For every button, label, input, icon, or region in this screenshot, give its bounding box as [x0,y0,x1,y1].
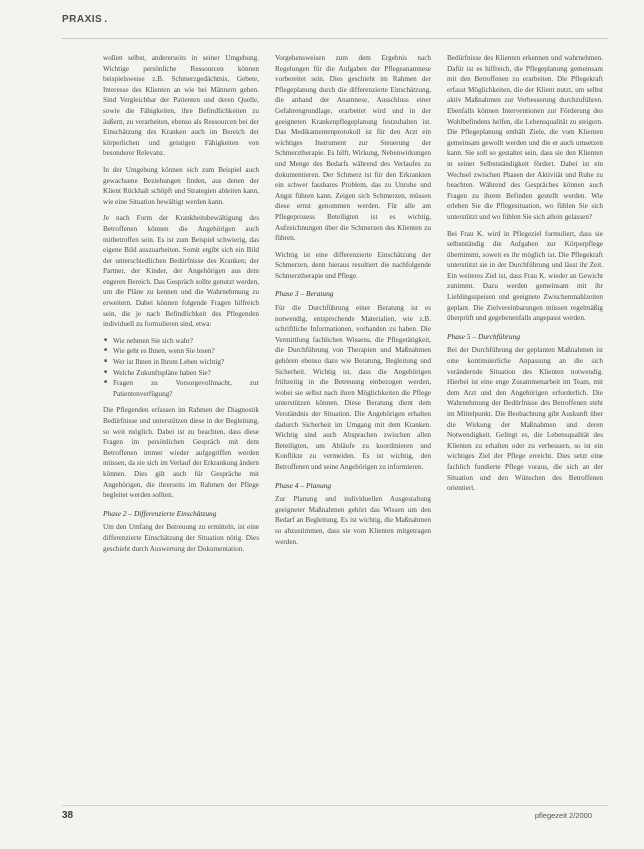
paragraph: Vorgehensweisen zum dem Ergebnis nach Regelungen für die Aufgaben der Pflegeanamnese vorbereitet sein. Dies geschieht im Rahmen der Pflegeplanung durch die differenzierte Einschätzung, die anhand der Anamnese, Ausschluss einer Gefahrengrundlage, erarbeitet wird und in der geeigneten Krankenpflegeplanung festzuhalten ist. Das Medikamentenprotokoll ist für den Arzt ein wichtiges Instrument zur Steuerung der Schmerztherapie. Es hilft, Wirkung, Nebenwirkungen und Menge des Bedarfs während des Verlaufes zu dokumentieren. Der Schmerz ist für den Erkrankten ein schwer fassbares Problem, das zu Unruhe und Angst führen kann. Zeigen sich Schmerzen, müssen diese ernst genommen werden. Für alle am Pflegeprozess Beteiligten ist es wichtig, Aufzeichnungen über die Schmerzen des Klienten zu führen. [275,54,431,243]
section-heading: Phase 2 – Differenzierte Einschätzung [103,508,217,518]
paragraph: Für die Durchführung einer Beratung ist es notwendig, entsprechende Materialien, wie z.B. schriftliche Informationen, vorhanden zu haben. Die Vermittlung fachlichen Wissens, die Pflegetätigkeit, die Durchführung von Therapien und Maßnahmen gehören ebenso dazu wie Beratung, Begleitung und Sicherheit. Wichtig ist, dass die Angehörigen frühzeitig in die Betreuung einbezogen werden, wobei sie selbst nach ihren Möglichkeiten die Pflege unterstützen können. Diese Beratung dient dem Verständnis der Situation. Die Angehörigen erhalten dadurch Sicherheit im Umgang mit dem Kranken. Wichtig sind auch Absprachen zwischen allen Beteiligten, um Abläufe zu koordinieren und Konflikte zu vermeiden. Es ist wichtig, den Betroffenen und seine Angehörigen zu informieren. [275,304,431,471]
list-item: ■ Wie nehmen Sie sich wahr? [113,336,259,347]
paragraph: Bei Frau K. wird in Pflegeziel formuliert, dass sie selbstständig die Aufgaben zur Körperpflege übernimmt, soweit es ihr möglich ist. Die Pflegekraft unterstützt sie in der Durchführung und lässt ihr Zeit. Ein weiteres Ziel ist, dass Frau K. wieder an Gewicht zunimmt. Dazu werden gemeinsam mit ihr Lieblingsspeisen und geeignete Zwischenmahlzeiten geplant. Die Zielvereinbarungen müssen regelmäßig überprüft und gegebenenfalls angepasst werden. [447,229,603,323]
footer-divider [62,805,608,806]
list-item: ■ Wer ist Ihnen in Ihrem Leben wichtig? [113,357,259,368]
list-item: ■ Fragen zu Vorsorgevollmacht, zur Patientenverfügung? [113,378,259,399]
paragraph: Bei der Durchführung der geplanten Maßnahmen ist eine kontinuierliche Anpassung an die sich verändernde Situation des Klienten notwendig. Hierbei ist eine enge Zusammenarbeit im Team, mit dem Arzt und den Angehörigen erforderlich. Die Wahrnehmung der Bedürfnisse des Betroffenen steht im Mittelpunkt. Die Beobachtung gibt Auskunft über die Wirkung der Maßnahmen und deren Notwendigkeit. Gelingt es, die Lebensqualität des Klienten zu erhalten oder zu verbessern, so ist ein wichtiges Ziel der Pflege erreicht. Dies setzt eine fachlich fundierte Pflege voraus, die sich an der Situation und den Wünschen des Betroffenen orientiert. [447,346,603,493]
section-header [62,14,108,25]
paragraph: Zur Planung und individuellen Ausgestaltung geeigneter Maßnahmen gehört das Wissen um den Bedarf an Begleitung. Es ist wichtig, die Maßnahmen so abzustimmen, dass sie vom Klienten mitgetragen werden. [275,495,431,546]
paragraph: Die Pflegenden erfassen im Rahmen der Diagnostik Bedürfnisse und unterstützen diese in der Begleitung, so weit möglich. Dabei ist zu beachten, dass diese Fragen im persönlichen Gespräch mit dem Betroffenen immer wieder aufgegriffen werden müssen, da sie sich im Verlauf der Erkrankung ändern können. Dies gilt auch für Gespräche mit Angehörigen, die ihrerseits im Rahmen der Pflege begleitet werden sollten. [103,406,259,500]
list-item: ■ Welche Zukunftspläne haben Sie? [113,368,259,379]
question-list [103,336,259,400]
section-heading: Phase 3 – Beratung [275,289,334,299]
paragraph: Bedürfnisse des Klienten erkennen und wahrnehmen. Dafür ist es hilfreich, die Pflegeplanung gemeinsam mit den Betroffenen zu erarbeiten. Die Pflegekraft erfasst Möglichkeiten, die der Klient nutzt, um selbst aktiv Maßnahmen zur Verbesserung durchzuführen. Ebenfalls können Interventionen zur Förderung des Wohlbefindens helfen, die Lebensqualität zu steigern. Die Pflegeplanung enthält Ziele, die vom Klienten gemeinsam gewollt werden und die er auch umsetzen kann. Sie soll so gestaltet sein, dass sie den Klienten in seiner Selbstständigkeit fördert. Dabei ist ein Wechsel zwischen Phasen der Aktivität und Ruhe zu beachten. Während des Gespräches können auch Fragen zu ihrem Befinden gestellt werden. Wie erleben Sie die Pflegesituation, wo fühlen Sie sich unterstützt und wo fühlen Sie sich allein gelassen? [447,54,603,221]
column-2 [275,53,431,808]
section-dot: . [104,14,108,25]
section-heading: Phase 5 – Durchführung [447,331,521,341]
paragraph: wollen selbst, andererseits in seiner Umgebung. Wichtige persönliche Ressourcen können beispielsweise z.B. Schmerzgedächtnis, Gebete, Interesse des Klienten an wie bei Männern gehen. Sind Vergleichbar der Patienten und deren Quelle, sowie die Fähigkeiten, ihre Befindlichkeiten zu äußern, zu verarbeiten, ebenso als Ressourcen bei der Einschätzung des Kranken auch im Bereich der körperlichen und geistigen Fähigkeiten von besonderer Relevanz. [103,54,259,158]
header-divider [62,38,608,39]
section-title: PRAXIS [62,14,103,25]
paragraph: In der Umgebung können sich zum Beispiel auch gewachsene Beziehungen finden, aus denen der Klient Rückhalt schöpft und Strategien ableiten kann, wie eine Situation bewältigt werden kann. [103,165,259,206]
paragraph: Je nach Form der Krankheitsbewältigung des Betroffenen können die Angehörigen auch mitbetroffen sein. Es ist zum Beispiel schwierig, das eigene Bild auszuarbeiten. Somit ergibt sich ein Bild der unterschiedlichen Bedürfnisse des Kranken; der Partner, der Kinder, der Angehörigen aus dem engeren Bereich. Das Gespräch sollte genutzt werden, um die Pläne zu kennen und die Wahrnehmung zu erweitern. Dabei können folgende Fragen hilfreich sein, die je nach Befindlichkeit des Pflegenden individuell zu formulieren sind, etwa: [103,214,259,329]
article-body [103,53,603,808]
list-item: ■ Wie geht es Ihnen, wenn Sie lesen? [113,346,259,357]
paragraph: Um den Umfang der Betreuung zu ermitteln, ist eine differenzierte Einschätzung der Situation nötig. Dies geschieht durch Auswertung der Dokumentation. [103,523,259,553]
page-number: 38 [62,810,74,821]
journal-issue: pflegezeit 2/2000 [534,811,592,820]
column-3 [447,53,603,808]
column-1 [103,53,259,808]
section-heading: Phase 4 – Planung [275,480,332,490]
paragraph: Wichtig ist eine differenzierte Einschätzung der Schmerzen, denn hieraus resultiert die nachfolgende Schmerztherapie und Pflege. [275,250,431,280]
